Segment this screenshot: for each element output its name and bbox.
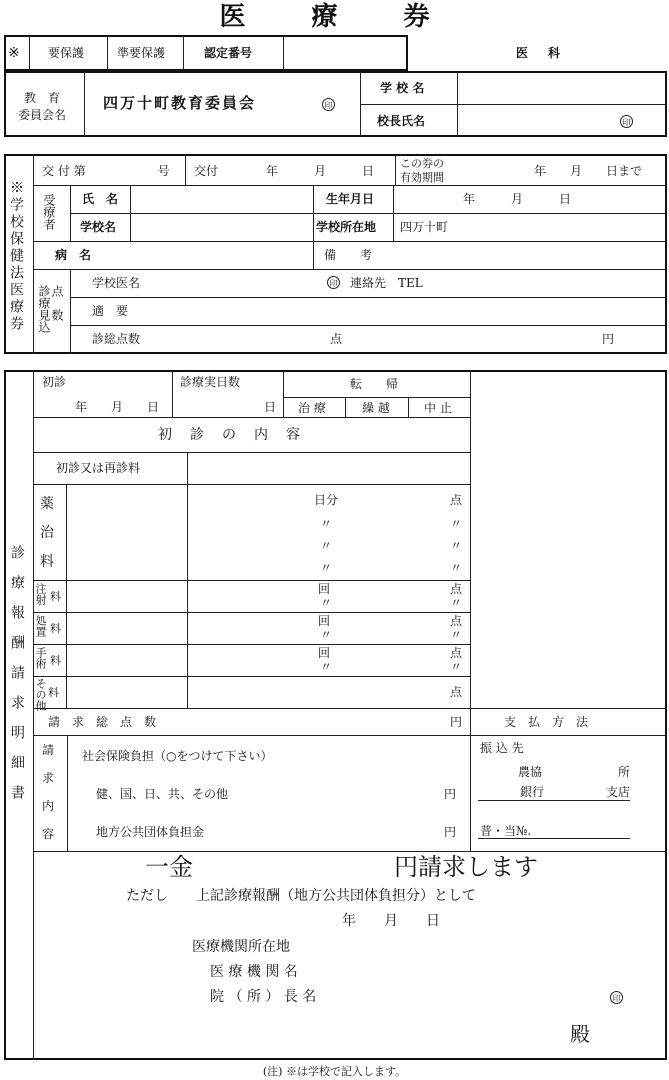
claim-side-2: 求 [42,771,55,785]
patient-name-label: 氏 名 [82,192,119,206]
procedure-ditto-1: 〃 [320,628,333,642]
director-seal-icon: 印 [610,991,623,1004]
nokyo-office: 所 [618,765,631,779]
surgery-fee: 料 [50,654,61,667]
exam-estimate-label: 診療見込 [37,285,51,333]
outcome-carryover: 繰 越 [362,401,390,415]
exam-points-label: 点 数 [50,285,64,321]
director-name-label: 院 （ 所 ） 長 名 [210,989,317,1005]
remarks-label: 備 考 [324,248,373,262]
department-label: 医 科 [516,46,565,60]
claim-total-label: 請 求 総 点 数 [48,715,157,729]
contact-label: 連絡先 TEL [350,276,423,290]
page-title: 医 療 券 [219,2,450,32]
injection-fee: 料 [50,590,61,603]
school-mark: ※ [8,45,20,61]
account-label: 普・当№. [480,824,532,838]
injection-ditto-1: 〃 [320,596,333,610]
visit-days-label: 診療実日数 [180,375,241,389]
insurer-yen: 円 [444,787,457,801]
institution-address-label: 医療機関所在地 [192,939,290,955]
claim-side-label: 診療報酬請求明細書 [9,545,25,815]
status-semi-protected: 準要保護 [117,46,166,60]
disease-label: 病 名 [55,248,92,262]
branch-label: 支店 [606,785,631,799]
dob-value: 年 月 日 [463,192,572,206]
surgery-ditto-2: 〃 [450,660,463,674]
surgery-count: 回 [318,646,331,660]
ditto-3: 〃 [320,539,333,553]
summary-label: 適 要 [92,304,129,318]
surgery-ditto-1: 〃 [320,660,333,674]
board-name: 四万十町教育委員会 [103,94,257,112]
status-protected: 要保護 [48,46,85,60]
first-visit-label: 初診 [42,375,67,389]
school-doctor-label: 学校医名 [92,276,141,290]
school-town: 四万十町 [400,220,449,234]
ditto-6: 〃 [450,561,463,575]
total-points-label: 診総点数 [92,332,141,346]
request-note: ただし 上記診療報酬（地方公共団体負担分）として [126,888,476,904]
recipient-label: 受療者 [42,194,56,230]
school-name-label: 学 校 名 [380,81,425,95]
visit-fee-label: 初診又は再診料 [56,461,141,475]
injection-points: 点 [450,582,463,596]
request-date: 年 月 日 [342,913,440,929]
injection-label: 注射 [34,583,47,605]
claim-side-3: 内 [42,799,55,813]
claim-side-1: 請 [42,743,55,757]
other-label: その他 [34,678,47,711]
injection-ditto-2: 〃 [450,596,463,610]
med-label-3: 料 [40,554,54,570]
school-address-label: 学校所在地 [316,220,377,234]
procedure-fee: 料 [50,622,61,635]
surgery-label: 手術 [34,647,47,669]
issue-number: 交 付 第 号 [42,164,170,178]
first-visit-content-heading: 初 診 の 内 容 [158,427,302,443]
validity-value: 年 月 日まで [534,164,643,178]
ditto-1: 〃 [320,517,333,531]
points-unit: 点 [330,332,343,346]
institution-name-label: 医 療 機 関 名 [210,964,298,980]
med-days-unit: 日分 [314,493,339,507]
local-government-yen: 円 [444,825,457,839]
bank-label: 銀行 [520,785,545,799]
first-visit-date: 年 月 日 [75,400,160,414]
med-label-2: 治 [40,525,54,541]
other-points: 点 [450,685,463,699]
day-unit: 日 [264,400,277,414]
ditto-5: 〃 [320,561,333,575]
request-text: 円請求します [394,853,538,881]
transfer-label: 振 込 先 [480,741,524,755]
issue-date: 交付 年 月 日 [194,164,375,178]
outcome-label: 転 帰 [350,377,399,391]
local-government-label: 地方公共団体負担金 [96,825,205,839]
claim-total-yen: 円 [450,715,463,729]
board-seal-icon: 印 [322,98,335,111]
payment-method-label: 支 払 方 法 [504,715,589,729]
ditto-2: 〃 [450,517,463,531]
social-insurance-label: 社会保険負担（○をつけて下さい） [82,749,273,763]
amount-prefix: 一金 [145,853,193,881]
cert-number-label: 認定番号 [204,46,253,60]
procedure-points: 点 [450,614,463,628]
outcome-treatment: 治 療 [298,401,326,415]
injection-count: 回 [318,582,331,596]
addressee-honorific: 殿 [570,1022,590,1046]
other-fee-unit: 料 [48,686,59,699]
footnote: (注) ※は学校で記入します。 [262,1065,407,1078]
nokyo-label: 農協 [518,765,543,779]
procedure-ditto-2: 〃 [450,628,463,642]
board-label: 教 育 委員会名 [18,91,67,122]
doctor-seal-icon: 印 [327,276,340,289]
outcome-stopped: 中 止 [424,401,452,415]
insurer-types: 健、国、日、共、その他 [96,787,229,801]
yen-unit: 円 [602,332,615,346]
med-label-1: 薬 [40,496,54,512]
school-label: 学校名 [80,220,117,234]
surgery-points: 点 [450,646,463,660]
procedure-count: 回 [318,614,331,628]
med-points-1: 点 [450,493,463,507]
dob-label: 生年月日 [326,192,375,206]
school-health-side-label: ※学校保健法医療券 [8,180,24,333]
validity-label: この券の 有効期間 [400,157,444,184]
claim-side-4: 容 [42,827,55,841]
ditto-4: 〃 [450,539,463,553]
principal-seal-icon: 印 [620,115,633,128]
procedure-label: 処置 [34,615,47,637]
principal-name-label: 校長氏名 [377,114,426,128]
